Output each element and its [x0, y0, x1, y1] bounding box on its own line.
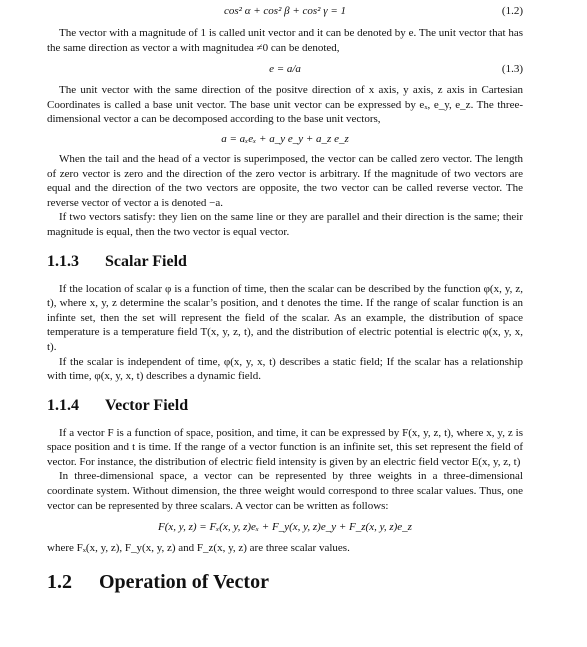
equation-1-2 — [47, 2, 523, 20]
equation-decomposition — [47, 130, 523, 148]
section-title: Scalar Field — [105, 252, 187, 270]
paragraph-zero-vector: When the tail and the head of a vector is superimposed, the vector can be called zero vector. The length of zero vector is zero and the direction of the zero vector is arbitrary. If the magnitude of two vectors are equal and the direction of the two vectors are opposite, the two vector can be called reverse vector. The reverse vector of vector a is denoted −a. — [47, 152, 523, 209]
paragraph-equal-vector: If two vectors satisfy: they lien on the same line or they are parallel and their direction is the same; their magnitude is equal, then the two vector is equal vector. — [47, 211, 523, 238]
equation-number: (1.3) — [501, 63, 523, 76]
section-heading-vector-field — [47, 396, 523, 416]
equation-text: F(x, y, z) = Fₓ(x, y, z)eₓ + F_y(x, y, z)e_y + F_z(x, y, z)e_z — [158, 521, 412, 534]
section-title: Vector Field — [105, 396, 189, 414]
page — [0, 2, 587, 647]
equation-number: (1.2) — [501, 5, 523, 17]
section-heading-operation-of-vector — [47, 570, 523, 594]
equation-text: a = aₓeₓ + a_y e_y + a_z e_z — [221, 132, 349, 145]
equation-text: e = a/a — [269, 63, 301, 76]
paragraph-scalar-1: If the location of scalar φ is a function of time, then the scalar can be described by the function φ(x, y, z, t), where x, y, z determine the scalar’s position, and t denotes the time. If the range of scalar function is an infinte set, then the set will represent the field of the scalar. As an example, the distribution of space temperature is a temperature field T(x, y, z, t), and the distribution of electric potential is electric φ(x, y, x, t). — [47, 282, 523, 353]
section-number: 1.1.3 — [47, 252, 79, 270]
paragraph-scalar-2: If the scalar is independent of time, φ(x, y, x, t) describes a static field; If the scalar has a relationship with time, φ(x, y, x, t) describes a dynamic field. — [47, 355, 523, 383]
section-title: Operation of Vector — [99, 570, 269, 593]
paragraph-unit-vector: The vector with a magnitude of 1 is called unit vector and it can be denoted by e. The unit vector that has the same direction as vector a with magnitudea ≠0 can be denoted, — [47, 27, 523, 54]
equation-text: cos² α + cos² β + cos² γ = 1 — [224, 5, 346, 17]
paragraph-vector-1: If a vector F is a function of space, position, and time, it can be expressed by F(x, y, z, t), where x, y, z is space position and t is time. If the range of a vector function is an infinite set, this set represent the field of vector. For instance, the distribution of electric field intensity is given by an electric field vector E(x, y, z, t) — [47, 426, 523, 468]
equation-vector-field — [47, 518, 523, 536]
paragraph-where: where Fₓ(x, y, z), F_y(x, y, z) and F_z(x, y, z) are three scalar values. — [47, 542, 350, 555]
equation-1-3 — [47, 60, 523, 78]
section-number: 1.2 — [47, 570, 72, 593]
section-number: 1.1.4 — [47, 396, 79, 414]
section-heading-scalar-field — [47, 252, 523, 272]
paragraph-base-vector: The unit vector with the same direction of the positve direction of x axis, y axis, z axis in Cartesian Coordinates is called a base unit vector. The base unit vector can be expressed by eₓ, e_y, e_z. The three-dimensional vector a can be decomposed according to the base unit vectors, — [47, 84, 523, 126]
paragraph-vector-2: In three-dimensional space, a vector can be represented by three weights in a three-dimensional coordinate system. Without dimension, the three weight would correspond to three scalar values. Thus, one vector can be represented by three scalars. A vector can be written as follows: — [47, 470, 523, 512]
